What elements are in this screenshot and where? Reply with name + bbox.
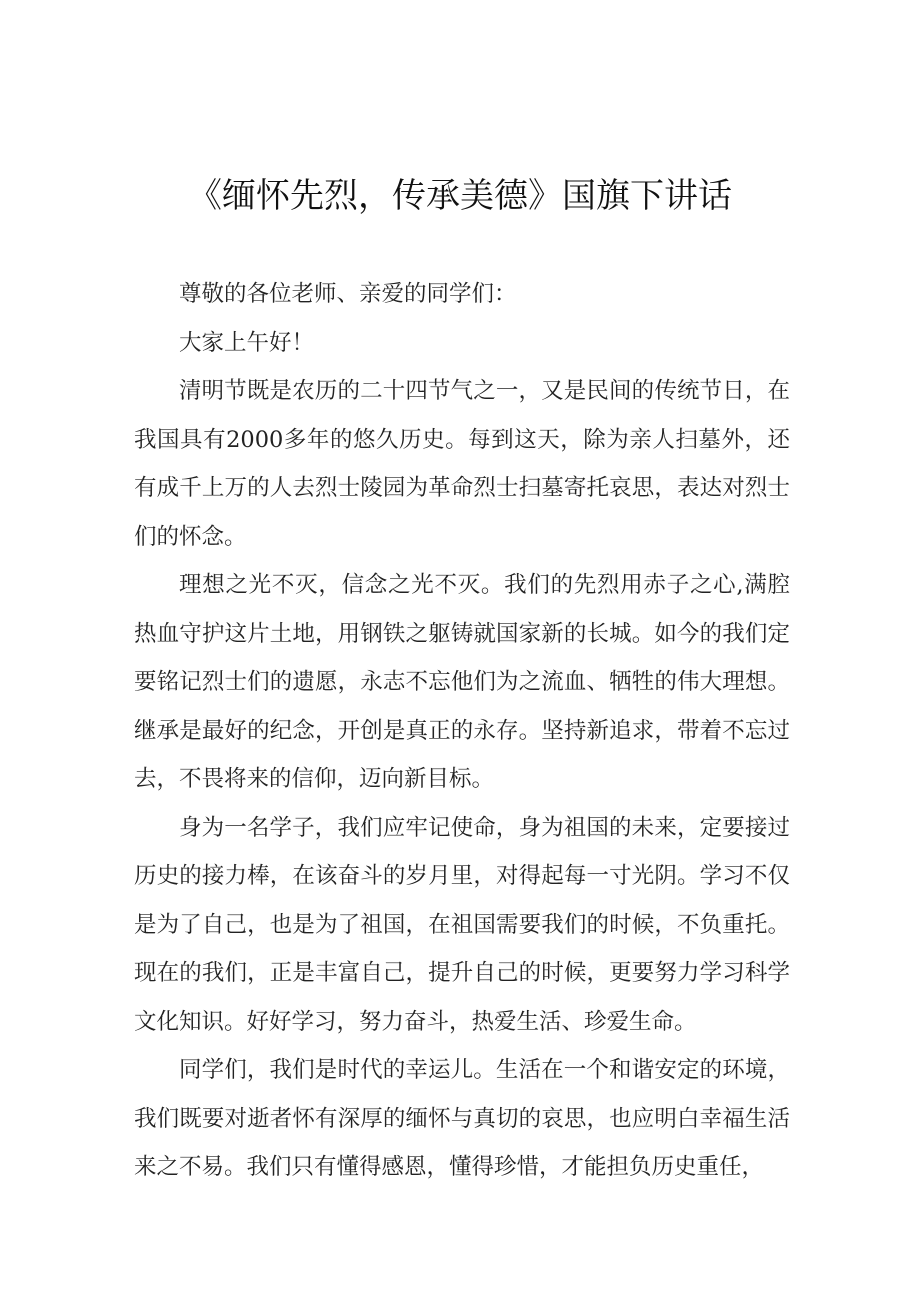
paragraph-students: 身为一名学子，我们应牢记使命，身为祖国的未来，定要接过历史的接力棒，在该奋斗的岁月里，对得起每一寸光阴。学习不仅是为了自己，也是为了祖国，在祖国需要我们的时候，不负重托。现在的我们，正是丰富自己，提升自己的时候，更要努力学习科学文化知识。好好学习，努力奋斗，热爱生活、珍爱生命。 [134,814,790,1035]
paragraph-salutation: 大家上午好！ [179,329,315,356]
paragraph-qingming: 清明节既是农历的二十四节气之一，又是民间的传统节日，在我国具有2000多年的悠久历史。每到这天，除为亲人扫墓外，还有成千上万的人去烈士陵园为革命烈士扫墓寄托哀思，表达对烈士们的怀念。 [134,378,790,550]
paragraph-classmates: 同学们，我们是时代的幸运儿。生活在一个和谐安定的环境，我们既要对逝者怀有深厚的缅怀与真切的哀思，也应明白幸福生活来之不易。我们只有懂得感恩，懂得珍惜，才能担负历史重任， [134,1057,790,1180]
paragraph-ideals: 理想之光不灭，信念之光不灭。我们的先烈用赤子之心,满腔热血守护这片土地，用钢铁之躯铸就国家新的长城。如今的我们定要铭记烈士们的遗愿，永志不忘他们为之流血、牺牲的伟大理想。继承是最好的纪念，开创是真正的永存。坚持新追求，带着不忘过去，不畏将来的信仰，迈向新目标。 [134,572,790,792]
document-body [134,270,790,1192]
paragraph-greeting: 尊敬的各位老师、亲爱的同学们： [179,281,517,307]
document-title: 《缅怀先烈，传承美德》国旗下讲话 [188,176,732,216]
